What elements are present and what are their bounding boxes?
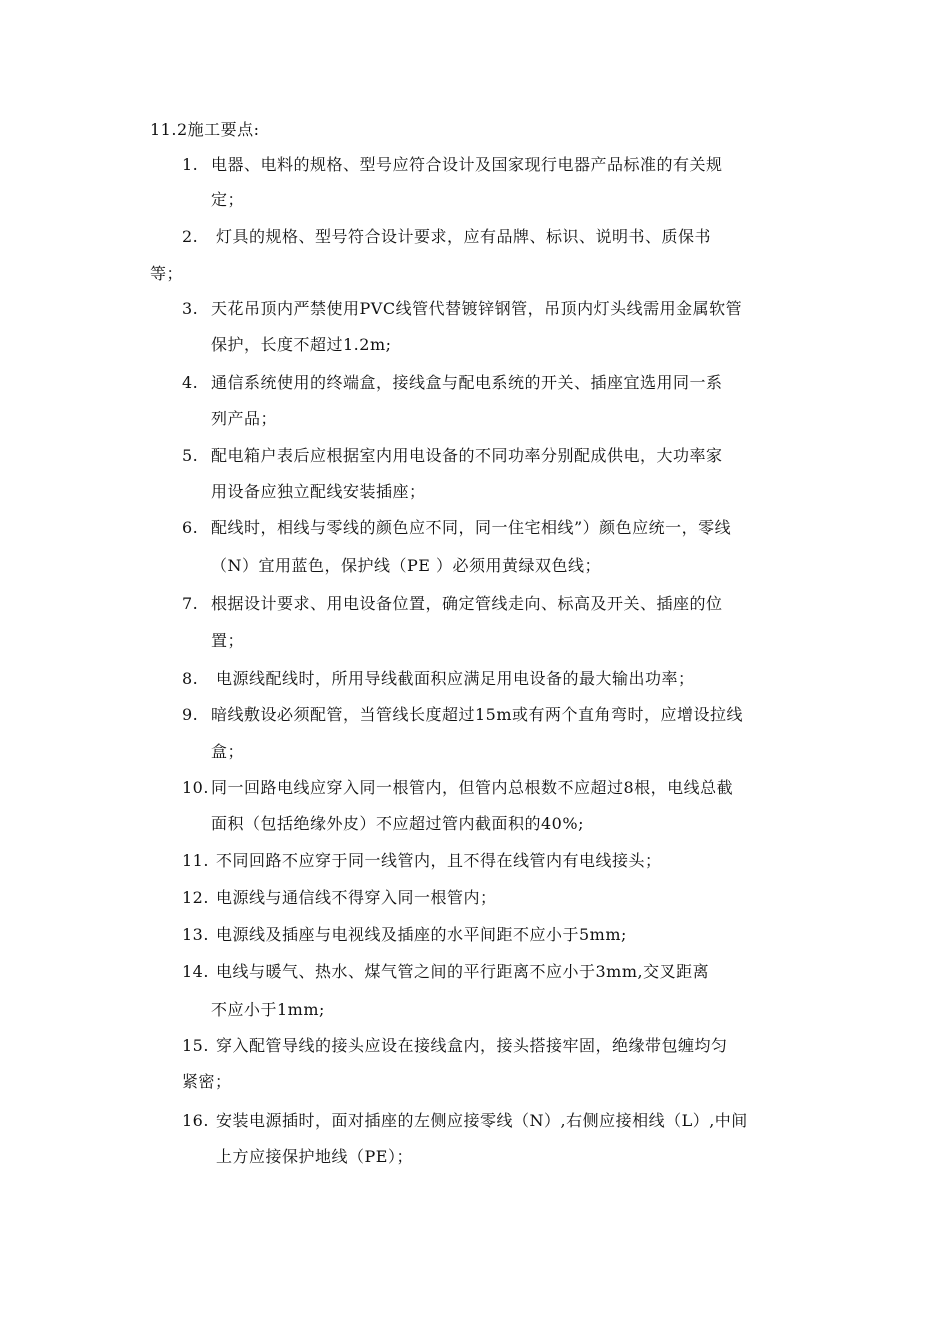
list-item-number: 9.	[182, 705, 199, 724]
list-item-number: 2.	[182, 227, 199, 246]
list-item-number: 15.	[182, 1036, 209, 1055]
list-item-number: 4.	[182, 373, 199, 392]
list-item-text: 电源线及插座与电视线及插座的水平间距不应小于5mm;	[216, 925, 627, 944]
list-item-number: 10.	[182, 778, 209, 797]
list-item-text: 用设备应独立配线安装插座；	[211, 482, 426, 501]
list-item-number: 16.	[182, 1111, 209, 1130]
list-item-text: 紧密；	[182, 1072, 232, 1091]
list-item-text: 列产品；	[211, 409, 278, 428]
list-item-text: 根据设计要求、用电设备位置，确定管线走向、标高及开关、插座的位	[211, 594, 723, 613]
list-item-number: 13.	[182, 925, 209, 944]
list-item-text: 不应小于1mm;	[211, 1000, 325, 1019]
list-item-number: 1.	[182, 155, 199, 174]
list-item-text: 盒；	[211, 742, 245, 761]
list-item-text: 通信系统使用的终端盒，接线盒与配电系统的开关、插座宜选用同一系	[211, 373, 723, 392]
list-item-text: 等；	[150, 264, 184, 283]
list-item-text: 定；	[211, 190, 245, 209]
list-item-number: 3.	[182, 299, 199, 318]
list-item-text: 天花吊顶内严禁使用PVC线管代替镀锌钢管，吊顶内灯头线需用金属软管	[211, 299, 743, 318]
list-item-text: 灯具的规格、型号符合设计要求，应有品牌、标识、说明书、质保书	[216, 227, 712, 246]
list-item-text: 同一回路电线应穿入同一根管内，但管内总根数不应超过8根，电线总截	[211, 778, 734, 797]
list-item-number: 14.	[182, 962, 209, 981]
list-item-text: 电源线与通信线不得穿入同一根管内；	[216, 888, 497, 907]
list-item-number: 6.	[182, 518, 199, 537]
list-item-text: 不同回路不应穿于同一线管内，且不得在线管内有电线接头；	[216, 851, 662, 870]
list-item-number: 12.	[182, 888, 209, 907]
list-item-text: 面积（包括绝缘外皮）不应超过管内截面积的40%;	[211, 814, 584, 833]
list-item-number: 11.	[182, 851, 209, 870]
list-item-text: 电源线配线时，所用导线截面积应满足用电设备的最大输出功率；	[216, 669, 695, 688]
list-item-text: 安装电源插时，面对插座的左侧应接零线（N）,右侧应接相线（L）,中间	[216, 1111, 748, 1130]
list-item-text: 上方应接保护地线（PE）；	[216, 1147, 413, 1166]
list-item-text: 保护，长度不超过1.2m;	[211, 335, 392, 354]
list-item-text: 电器、电料的规格、型号应符合设计及国家现行电器产品标准的有关规	[211, 155, 723, 174]
list-item-text: （N）宜用蓝色，保护线（PE ）必须用黄绿双色线；	[211, 556, 602, 575]
list-item-text: 配线时，相线与零线的颜色应不同，同一住宅相线”）颜色应统一，零线	[211, 518, 732, 537]
list-item-text: 置；	[211, 631, 245, 650]
list-item-number: 5.	[182, 446, 199, 465]
list-item-text: 配电箱户表后应根据室内用电设备的不同功率分别配成供电，大功率家	[211, 446, 723, 465]
list-item-text: 穿入配管导线的接头应设在接线盒内，接头搭接牢固，绝缘带包缠均匀	[216, 1036, 728, 1055]
section-heading: 11.2施工要点:	[150, 120, 260, 139]
list-item-text: 暗线敷设必须配管，当管线长度超过15m或有两个直角弯时，应增设拉线	[211, 705, 744, 724]
list-item-number: 7.	[182, 594, 199, 613]
list-item-number: 8.	[182, 669, 199, 688]
list-item-text: 电线与暖气、热水、煤气管之间的平行距离不应小于3mm,交叉距离	[216, 962, 710, 981]
